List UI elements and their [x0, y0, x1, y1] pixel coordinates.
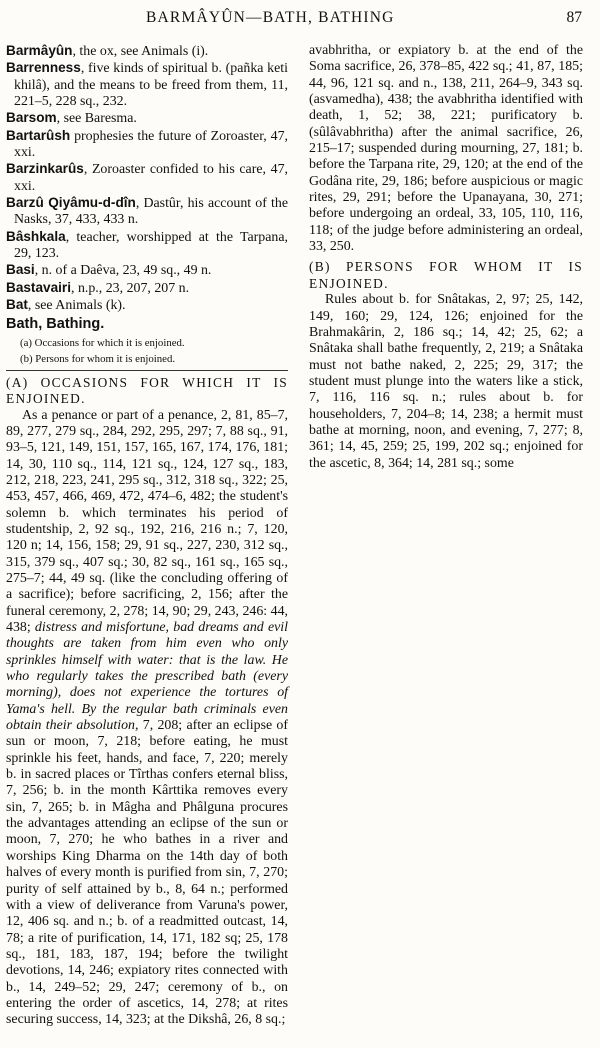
entry-text: , the ox, see Animals (i).: [72, 44, 209, 59]
index-entry: [6, 110, 288, 127]
bath-legend-b: (b) Persons for whom it is enjoined.: [20, 353, 176, 366]
entry-headword: Barzû Qiyâmu-d-dîn: [6, 195, 136, 211]
subsection-a-body: [6, 408, 288, 1029]
entry-headword: Bâshkala: [6, 228, 66, 244]
entry-text: , Zoroaster confided to his care, 47, xxi.: [14, 162, 288, 194]
index-entry: [6, 128, 288, 162]
entry-text: , n.p., 23, 207, 207 n.: [71, 280, 190, 296]
entry-headword: Barzinkarûs: [6, 161, 84, 177]
entry-text: , five kinds of spiritual b. (pañka keti khilâ), and the means to be freed from them, 11, 221–5, 228 sq., 232.: [14, 61, 288, 110]
index-entry: [6, 262, 288, 279]
subsection-a-title: (A) OCCASIONS FOR WHICH IT IS ENJOINED.: [6, 374, 288, 407]
subsection-b-body: Rules about b. for Snâtakas, 2, 97; 25, 142, 149, 160; 29, 124, 126; enjoined for the Brahmakârin, 2, 186 sq.; 14, 42; 25, 62; a Snâtaka shall bathe frequently, 2, 219; a Snâtaka must not bathe naked, 2, 225; 29, 317; the student must plunge into the waters like a stick, 7, 116, 116 sq. n.; rules about b. for householders, 7, 204–8; 14, 238; a hermit must bathe at morning, noon, and evening, 7, 277; 8, 361; 14, 45, 259; 25, 199, 202 sq.; enjoined for the ascetic, 8, 364; 14, 281 sq.; some: [309, 292, 583, 471]
page-number: 87: [566, 9, 582, 26]
subsection-a-continued: avabhritha, or expiatory b. at the end of the Soma sacrifice, 26, 378–85, 422 sq.; 41, 87, 185; 44, 96, 121 sq. and n., 138, 211, 264–9, 343 sq. (asvamedha), 438; the avabhritha identified with death, 1, 52; 38, 221; purificatory b. (sûlâvabhritha) after the animal sacrifice, 26, 215–17; suspended during mourning, 27, 181; b. before the Tarpana rite, 29, 120; at the end of the Godâna rite, 29, 186; before auspicious or magic rites, 29, 291; before the Upanayana, 30, 271; before undergoing an ordeal, 33, 105, 110, 116, 118; of the judge before administering an ordeal, 33, 250.: [309, 43, 583, 255]
subsection-a-italic: distress and misfortune, bad dreams and evil thoughts are taken from him even who only sprinkles himself with water: that is the law. He who regularly takes the prescribed bath (every morning), does not experience the tortures of Yama's hell. By the regular bath criminals even obtain their absolution,: [6, 620, 289, 734]
page-header: [0, 9, 600, 31]
entry-text: prophesies the future of Zoroaster, 47, xxi.: [14, 128, 288, 161]
bath-legend-a: (a) Occasions for which it is enjoined.: [20, 336, 185, 349]
index-entry: [6, 229, 288, 263]
entry-text: , n. of a Daêva, 23, 49 sq., 49 n.: [34, 263, 212, 279]
running-head: BARMÂYÛN—BATH, BATHING: [146, 9, 395, 26]
index-entry: [6, 195, 288, 229]
index-entry: [6, 280, 288, 297]
entry-headword: Bastavairi: [6, 279, 71, 295]
subsection-a-text-2: 7, 208; after an eclipse of sun or moon, 7, 218; before eating, he must sprinkle his feet, hands, and face, 7, 220; merely b. in sacred places or Tîrthas confers eternal bliss, 7, 256; b. in the month Kârttika removes every sin, 7, 265; b. in Mâgha and Phâlguna procures the advantages attending an eclipse of the sun or moon, 7, 270; he who bathes in a river and worships King Dharma on the 14th day of both halves of every month is purified from sin, 7, 270; purity of self attained by b., 8, 64 n.; performed with a view of deliverance from Varuna's power, 12, 406 sq. and n.; b. of a readmitted outcast, 14, 78; a rite of purification, 14, 171, 182 sq; 25, 178 sq., 181, 183, 187, 194; before the twilight devotions, 14, 246; expiatory rites connected with b., 14, 249–52; 29, 247; ceremony of b., on entering the order of ascetics, 14, 278; at rites securing success, 14, 323; at the Dikshâ, 26, 8 sq.;: [6, 718, 289, 1028]
entry-text: , Dastûr, his account of the Nasks, 37, 433, 433 n.: [14, 196, 288, 228]
section-divider: [6, 370, 288, 371]
entry-text: , teacher, worshipped at the Tarpana, 29, 123.: [14, 229, 288, 262]
left-column: [6, 43, 288, 1029]
index-entry: [6, 60, 288, 110]
entry-headword: Bartarûsh: [6, 127, 71, 143]
index-entry: [6, 43, 288, 60]
right-column: [309, 43, 583, 472]
index-entry: [6, 297, 288, 314]
entry-headword: Barmâyûn: [6, 43, 73, 58]
entry-headword: Barsom: [6, 110, 57, 126]
subsection-b-title: (B) PERSONS FOR WHOM IT IS ENJOINED.: [309, 259, 583, 291]
entry-text: , see Animals (k).: [27, 298, 126, 314]
index-entry: [6, 161, 288, 195]
entry-headword: Bat: [6, 297, 28, 313]
subsection-a-text-1: As a penance or part of a penance, 2, 81, 85–7, 89, 277, 279 sq., 284, 292, 295, 297; 7, 88 sq., 91, 93–5, 121, 149, 151, 157, 165, 167, 174, 176, 181; 14, 30, 110 sq., 114, 121 sq., 124, 127 sq., 183, 212, 218, 223, 241, 295 sq., 312, 318 sq., 322; 25, 453, 457, 466, 469, 472, 474–6, 482; the student's solemn b. which terminates his period of studentship, 2, 92 sq., 192, 216, 216 n.; 7, 120, 120 n; 14, 156, 158; 29, 91 sq., 227, 230, 312 sq., 315, 379 sq., 407 sq.; 30, 82 sq., 161 sq., 165 sq., 275–7; 44, 49 sq. (like the concluding offering of a sacrifice); before sacrificing, 2, 156; after the funeral ceremony, 2, 278; 14, 90; 29, 243, 246: 44, 438;: [6, 407, 288, 635]
entry-text: , see Baresma.: [56, 111, 137, 127]
bath-heading: Bath, Bathing.: [6, 315, 105, 332]
entry-headword: Basi: [6, 262, 35, 278]
entry-headword: Barrenness: [6, 60, 81, 76]
